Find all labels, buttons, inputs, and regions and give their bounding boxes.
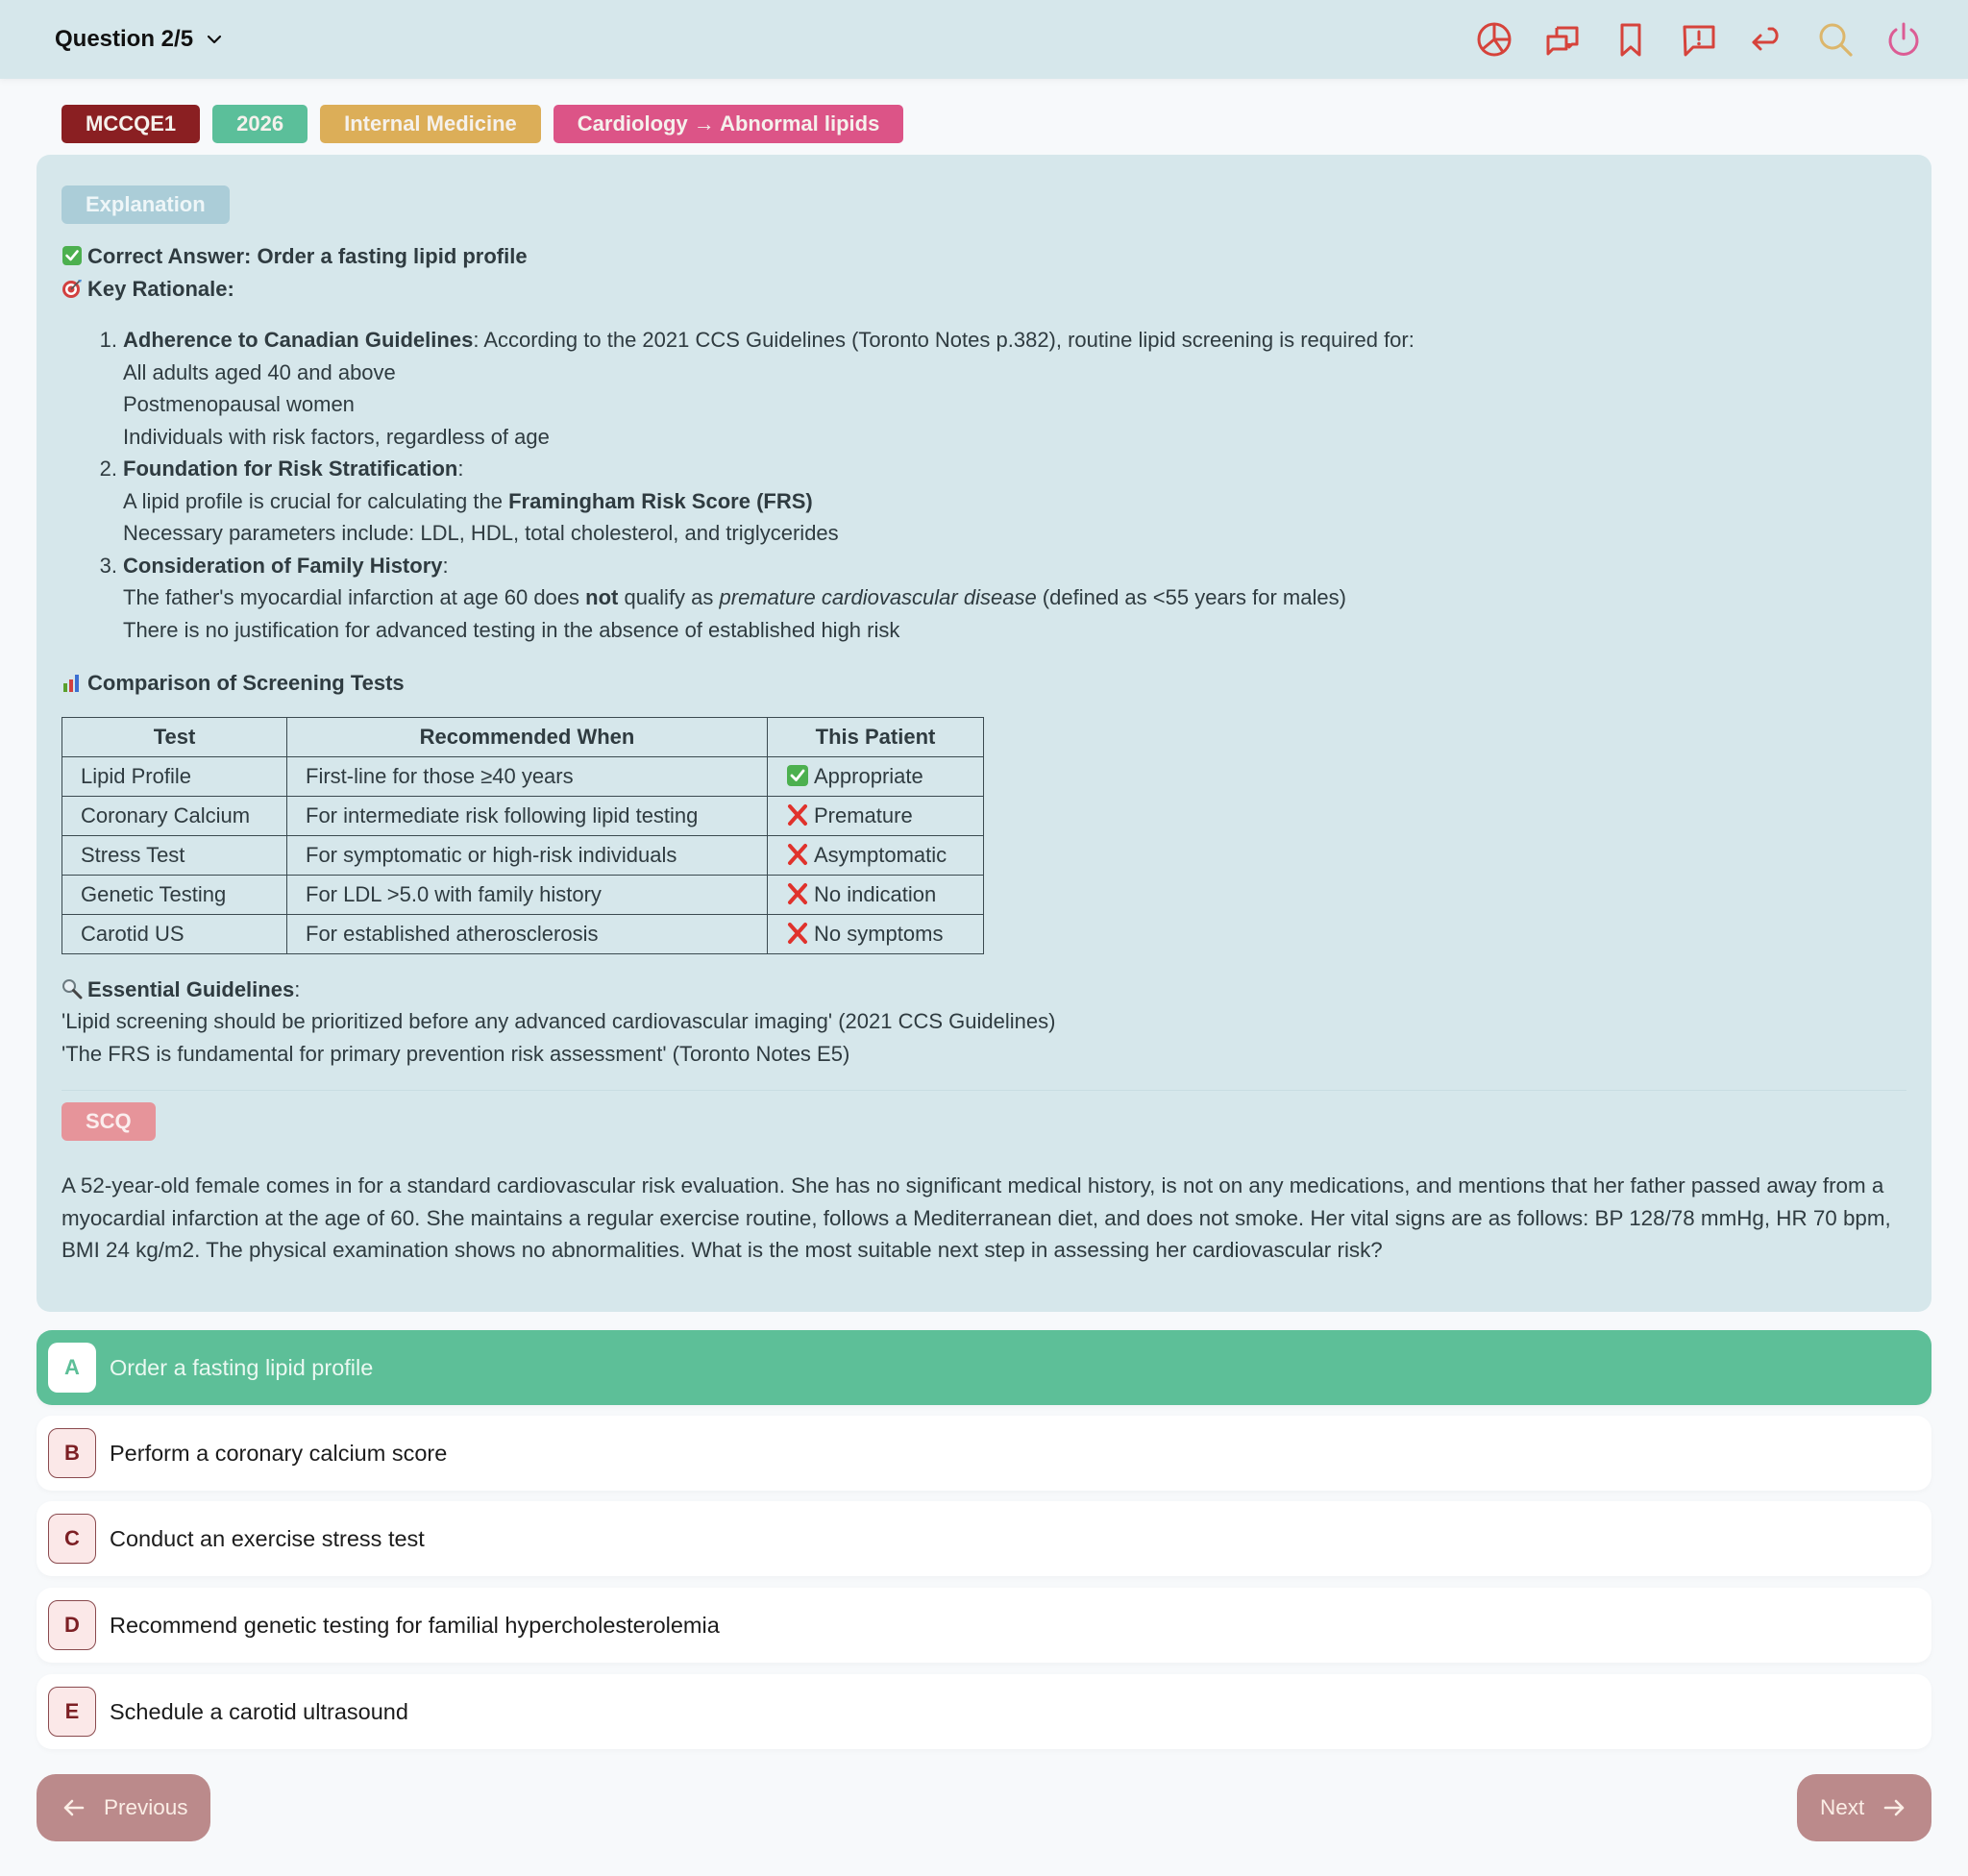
correct-answer-line: Correct Answer: Order a fasting lipid profile bbox=[62, 240, 1906, 273]
tag-discipline: Internal Medicine bbox=[320, 105, 541, 143]
chevron-down-icon bbox=[205, 30, 224, 49]
arrow-left-icon bbox=[62, 1795, 86, 1820]
check-mark-icon bbox=[62, 245, 83, 266]
explanation-badge: Explanation bbox=[62, 185, 230, 224]
next-button[interactable]: Next bbox=[1797, 1774, 1931, 1841]
table-row: Stress Test For symptomatic or high-risk individuals Asymptomatic bbox=[62, 835, 984, 875]
stats-button[interactable] bbox=[1474, 19, 1514, 60]
report-issue-button[interactable] bbox=[1679, 19, 1719, 60]
arrow-right-icon bbox=[1882, 1795, 1906, 1820]
option-d[interactable] bbox=[37, 1588, 1931, 1663]
option-letter: B bbox=[48, 1428, 96, 1478]
bookmark-button[interactable] bbox=[1611, 19, 1651, 60]
question-selector[interactable] bbox=[55, 26, 224, 53]
rationale-subpoint: The father's myocardial infarction at age 60 does not qualify as premature cardiovascular disease (defined as <55 years for males) bbox=[123, 585, 1346, 609]
power-icon bbox=[1884, 20, 1923, 59]
option-text: Recommend genetic testing for familial hypercholesterolemia bbox=[110, 1612, 720, 1638]
power-button[interactable] bbox=[1883, 19, 1924, 60]
column-header: Test bbox=[62, 717, 287, 756]
guideline-quote: 'Lipid screening should be prioritized before any advanced cardiovascular imaging' (2021 CCS Guidelines) bbox=[62, 1009, 1056, 1033]
table-header-row bbox=[62, 717, 984, 756]
explanation-panel bbox=[37, 155, 1931, 1312]
target-icon bbox=[62, 278, 83, 299]
report-issue-icon bbox=[1680, 20, 1718, 59]
option-text: Schedule a carotid ultrasound bbox=[110, 1698, 408, 1724]
guideline-quote: 'The FRS is fundamental for primary prevention risk assessment' (Toronto Notes E5) bbox=[62, 1041, 850, 1066]
option-text: Perform a coronary calcium score bbox=[110, 1440, 448, 1466]
check-mark-icon bbox=[786, 764, 809, 787]
rationale-list bbox=[62, 324, 1906, 646]
table-row: Lipid Profile First-line for those ≥40 years Appropriate bbox=[62, 756, 984, 796]
top-bar bbox=[0, 0, 1968, 79]
cross-mark-icon bbox=[786, 922, 809, 945]
search-icon bbox=[1816, 20, 1855, 59]
cross-mark-icon bbox=[786, 882, 809, 905]
option-letter: C bbox=[48, 1514, 96, 1564]
cross-mark-icon bbox=[786, 843, 809, 866]
undo-icon bbox=[1748, 20, 1786, 59]
rationale-subpoint: Individuals with risk factors, regardless of age bbox=[123, 424, 550, 449]
option-e[interactable] bbox=[37, 1674, 1931, 1749]
comparison-table bbox=[62, 717, 984, 954]
tag-year: 2026 bbox=[212, 105, 308, 143]
option-a[interactable] bbox=[37, 1330, 1931, 1405]
rationale-subpoint: All adults aged 40 and above bbox=[123, 359, 396, 384]
bookmark-icon bbox=[1611, 20, 1650, 59]
table-row: Coronary Calcium For intermediate risk following lipid testing Premature bbox=[62, 796, 984, 835]
rationale-subpoint: There is no justification for advanced testing in the absence of established high risk bbox=[123, 617, 900, 642]
toolbar bbox=[1474, 19, 1924, 60]
rationale-subpoint: Postmenopausal women bbox=[123, 392, 355, 416]
divider bbox=[62, 1090, 1906, 1091]
search-button[interactable] bbox=[1815, 19, 1856, 60]
rationale-point: 2. Foundation for Risk Stratification: bbox=[99, 457, 464, 481]
rationale-subpoint: A lipid profile is crucial for calculating the Framingham Risk Score (FRS) bbox=[123, 488, 813, 513]
key-rationale-line: Key Rationale: bbox=[62, 273, 1906, 306]
table-row: Carotid US For established atherosclerosis No symptoms bbox=[62, 914, 984, 953]
rationale-subpoint: Necessary parameters include: LDL, HDL, total cholesterol, and triglycerides bbox=[123, 521, 839, 545]
discussion-icon bbox=[1543, 20, 1582, 59]
undo-button[interactable] bbox=[1747, 19, 1787, 60]
question-stem: A 52-year-old female comes in for a standard cardiovascular risk evaluation. She has no significant medical history, is not on any medications, and mentions that her father passed away from a myocardial infarction at the age of 60. She maintains a regular exercise routine, follows a Mediterranean diet, and does not smoke. Her vital signs are as follows: BP 128/78 mmHg, HR 70 bpm, BMI 24 kg/m2. The physical examination shows no abnormalities. What is the most suitable next step in assessing her cardiovascular risk? bbox=[62, 1173, 1891, 1262]
option-c[interactable] bbox=[37, 1501, 1931, 1576]
stats-pie-icon bbox=[1475, 20, 1513, 59]
bar-chart-icon bbox=[62, 672, 83, 693]
option-text: Conduct an exercise stress test bbox=[110, 1525, 425, 1551]
option-text: Order a fasting lipid profile bbox=[110, 1354, 374, 1380]
option-letter: D bbox=[48, 1600, 96, 1650]
rationale-point: 3. Consideration of Family History: bbox=[99, 553, 449, 578]
option-letter: A bbox=[48, 1343, 96, 1393]
rationale-point: 1. Adherence to Canadian Guidelines: According to the 2021 CCS Guidelines (Toronto Notes p.382), routine lipid screening is required for: bbox=[99, 328, 1414, 352]
cross-mark-icon bbox=[786, 803, 809, 827]
previous-button[interactable]: Previous bbox=[37, 1774, 210, 1841]
tag-topic: Cardiology → Abnormal lipids bbox=[554, 105, 904, 143]
guidelines-heading: Essential Guidelines: bbox=[62, 974, 1906, 1006]
tag-exam: MCCQE1 bbox=[62, 105, 200, 143]
question-counter: Question 2/5 bbox=[55, 26, 194, 52]
magnifier-icon bbox=[62, 978, 83, 1000]
column-header: This Patient bbox=[768, 717, 984, 756]
table-row: Genetic Testing For LDL >5.0 with family history No indication bbox=[62, 875, 984, 914]
option-b[interactable] bbox=[37, 1416, 1931, 1491]
comparison-heading: Comparison of Screening Tests bbox=[62, 667, 1906, 700]
option-letter: E bbox=[48, 1687, 96, 1737]
column-header: Recommended When bbox=[287, 717, 768, 756]
question-type-badge: SCQ bbox=[62, 1102, 156, 1141]
tag-list bbox=[62, 105, 903, 143]
discussion-button[interactable] bbox=[1542, 19, 1583, 60]
